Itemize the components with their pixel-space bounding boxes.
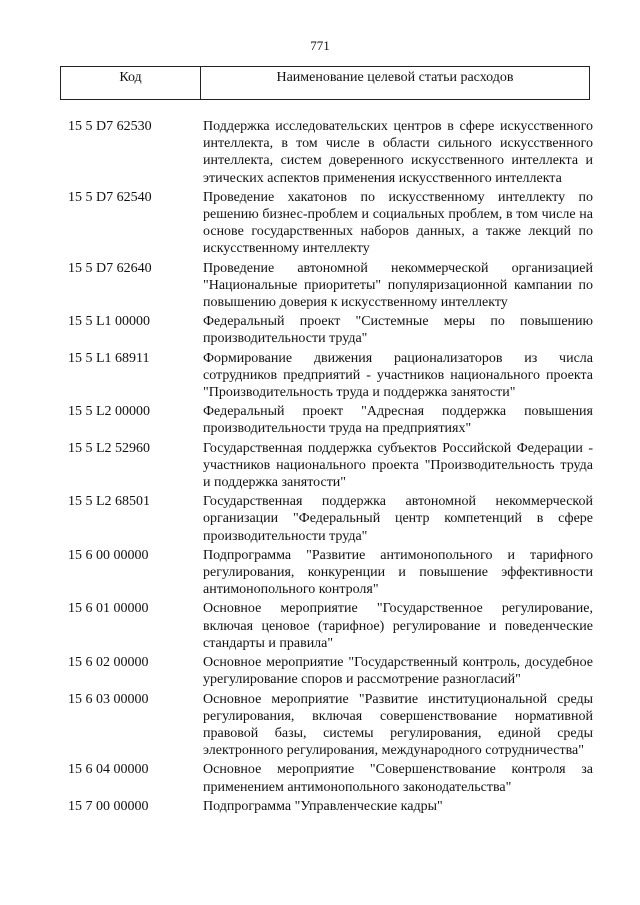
row-name: Основное мероприятие "Государственный контроль, досудебное урегулирование споров и рассмотрение разногласий" xyxy=(203,655,593,688)
row-code: 15 5 L2 00000 xyxy=(68,404,151,420)
table-row xyxy=(0,403,640,437)
table-row xyxy=(0,313,640,347)
row-name: Подпрограмма "Развитие антимонопольного и тарифного регулирования, конкуренции и повышение эффективности антимонопольного контроля" xyxy=(203,547,593,598)
row-code: 15 6 01 00000 xyxy=(68,601,149,617)
row-code: 15 6 00 00000 xyxy=(68,547,149,563)
row-code: 15 5 L1 68911 xyxy=(68,350,150,366)
table-row xyxy=(0,547,640,599)
table-row xyxy=(0,798,640,815)
table-row xyxy=(0,654,640,688)
row-code: 15 6 04 00000 xyxy=(68,762,149,778)
row-name: Государственная поддержка субъектов Российской Федерации - участников национального проекта "Производительность труда и поддержка занятости" xyxy=(203,440,593,491)
row-name: Основное мероприятие "Совершенствование контроля за применением антимонопольного законодательства" xyxy=(203,762,593,795)
row-name: Проведение автономной некоммерческой организацией "Национальные приоритеты" популяризационной кампании по повышению доверия к искусственному интеллекту xyxy=(203,260,593,311)
row-name: Федеральный проект "Системные меры по повышению производительности труда" xyxy=(203,314,593,347)
row-name: Подпрограмма "Управленческие кадры" xyxy=(203,798,443,814)
row-name: Проведение хакатонов по искусственному интеллекту по решению бизнес-проблем и социальных проблем, в том числе на основе государственных наборов данных, а также лекций по искусственному интеллекту xyxy=(203,189,593,257)
row-code: 15 5 D7 62540 xyxy=(68,189,152,205)
table-header xyxy=(60,66,590,100)
table-row xyxy=(0,260,640,312)
row-name: Формирование движения рационализаторов из числа сотрудников предприятий - участников национального проекта "Производительность труда и поддержка занятости" xyxy=(203,350,593,401)
table-row xyxy=(0,691,640,760)
row-code: 15 5 D7 62640 xyxy=(68,260,152,276)
row-name: Основное мероприятие "Развитие институциональной среды регулирования, включая совершенствование нормативной правовой базы, системы регулирования, единой среды электронного регулирования, международного сотрудничества" xyxy=(203,691,593,759)
row-code: 15 6 03 00000 xyxy=(68,691,149,707)
table-row xyxy=(0,600,640,652)
row-code: 15 7 00 00000 xyxy=(68,798,149,814)
row-code: 15 5 L2 52960 xyxy=(68,440,151,456)
row-name: Федеральный проект "Адресная поддержка повышения производительности труда на предприятиях" xyxy=(203,404,593,437)
row-name: Государственная поддержка автономной некоммерческой организации "Федеральный центр компетенций в сфере производительности труда" xyxy=(203,494,593,544)
table-row xyxy=(0,761,640,795)
header-name: Наименование целевой статьи расходов xyxy=(276,70,514,85)
row-code: 15 5 L2 68501 xyxy=(68,494,151,510)
row-code: 15 6 02 00000 xyxy=(68,655,149,671)
table-row xyxy=(0,118,640,187)
table-row xyxy=(0,350,640,402)
row-name: Основное мероприятие "Государственное регулирование, включая ценовое (тарифное) регулирование и поведенческие стандарты и правила" xyxy=(203,601,593,651)
row-code: 15 5 L1 00000 xyxy=(68,314,151,330)
row-code: 15 5 D7 62530 xyxy=(68,119,152,134)
table-row xyxy=(0,440,640,492)
row-name: Поддержка исследовательских центров в сфере искусственного интеллекта, в том числе в области сильного искусственного интеллекта, систем доверенного искусственного интеллекта и этических аспектов применения искусственного интеллекта xyxy=(203,119,593,186)
table-row xyxy=(0,493,640,545)
page-number: 771 xyxy=(310,38,330,53)
table-row xyxy=(0,189,640,258)
expense-items-list xyxy=(0,118,640,817)
header-code: Код xyxy=(61,67,201,99)
